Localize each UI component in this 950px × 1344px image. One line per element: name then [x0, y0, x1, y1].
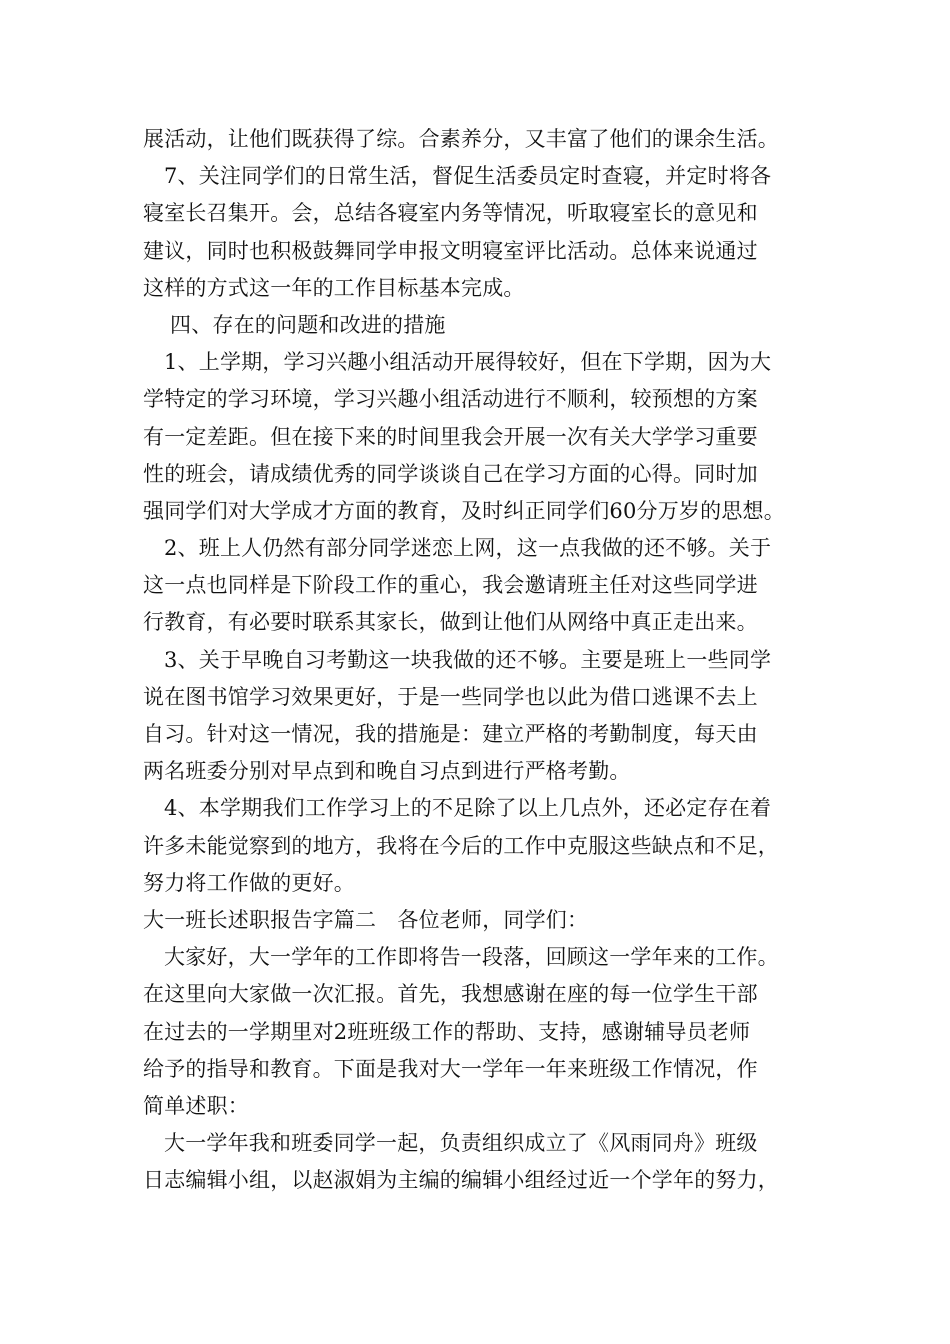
text-line: 展活动，让他们既获得了综。合素养分，又丰富了他们的课余生活。 — [143, 127, 779, 151]
text-line: 4、本学期我们工作学习上的不足除了以上几点外，还必定存在着 — [164, 796, 772, 821]
text-line: 给予的指导和教育。下面是我对大一学年一年来班级工作情况，作 — [143, 1056, 758, 1081]
text-line: 1、上学期，学习兴趣小组活动开展得较好，但在下学期，因为大 — [164, 350, 772, 375]
text-line: 7、关注同学们的日常生活，督促生活委员定时查寝，并定时将各 — [164, 164, 772, 189]
text-line: 这一点也同样是下阶段工作的重心，我会邀请班主任对这些同学进 — [143, 573, 758, 598]
section-title: 大一班长述职报告字篇二 各位老师，同学们： — [143, 907, 589, 932]
text-line: 2、班上人仍然有部分同学迷恋上网，这一点我做的还不够。关于 — [164, 536, 772, 561]
text-line: 大一学年我和班委同学一起，负责组织成立了《风雨同舟》班级 — [164, 1131, 758, 1156]
text-line: 两名班委分别对早点到和晚自习点到进行严格考勤。 — [143, 759, 631, 784]
text-line: 有一定差距。但在接下来的时间里我会开展一次有关大学学习重要 — [143, 424, 758, 449]
text-line: 建议，同时也积极鼓舞同学申报文明寝室评比活动。总体来说通过 — [143, 238, 758, 263]
text-line: 大家好，大一学年的工作即将告一段落，回顾这一学年来的工作。 — [164, 945, 779, 970]
text-line: 学特定的学习环境，学习兴趣小组活动进行不顺利，较预想的方案 — [143, 387, 758, 412]
text-line: 努力将工作做的更好。 — [143, 870, 355, 895]
text-line: 在过去的一学期里对2班班级工作的帮助、支持，感谢辅导员老师 — [143, 1019, 751, 1044]
document-body — [143, 121, 823, 1199]
text-line: 性的班会，请成绩优秀的同学谈谈自己在学习方面的心得。同时加 — [143, 461, 758, 486]
text-line: 强同学们对大学成才方面的教育，及时纠正同学们60分万岁的思想。 — [143, 498, 785, 523]
text-line: 寝室长召集开。会，总结各寝室内务等情况，听取寝室长的意见和 — [143, 201, 758, 226]
text-line: 许多未能觉察到的地方，我将在今后的工作中克服这些缺点和不足， — [143, 833, 779, 858]
section-heading: 四、存在的问题和改进的措施 — [170, 312, 446, 337]
text-line: 日志编辑小组，以赵淑娟为主编的编辑小组经过近一个学年的努力， — [143, 1168, 779, 1193]
text-line: 简单述职： — [143, 1093, 249, 1118]
text-line: 自习。针对这一情况，我的措施是：建立严格的考勤制度，每天由 — [143, 722, 758, 746]
text-line: 行教育，有必要时联系其家长，做到让他们从网络中真正走出来。 — [143, 610, 758, 635]
text-line: 这样的方式这一年的工作目标基本完成。 — [143, 275, 525, 300]
text-line: 说在图书馆学习效果更好，于是一些同学也以此为借口逃课不去上 — [143, 684, 758, 709]
text-line: 3、关于早晚自习考勤这一块我做的还不够。主要是班上一些同学 — [164, 647, 772, 672]
text-line: 在这里向大家做一次汇报。首先，我想感谢在座的每一位学生干部 — [143, 982, 758, 1007]
